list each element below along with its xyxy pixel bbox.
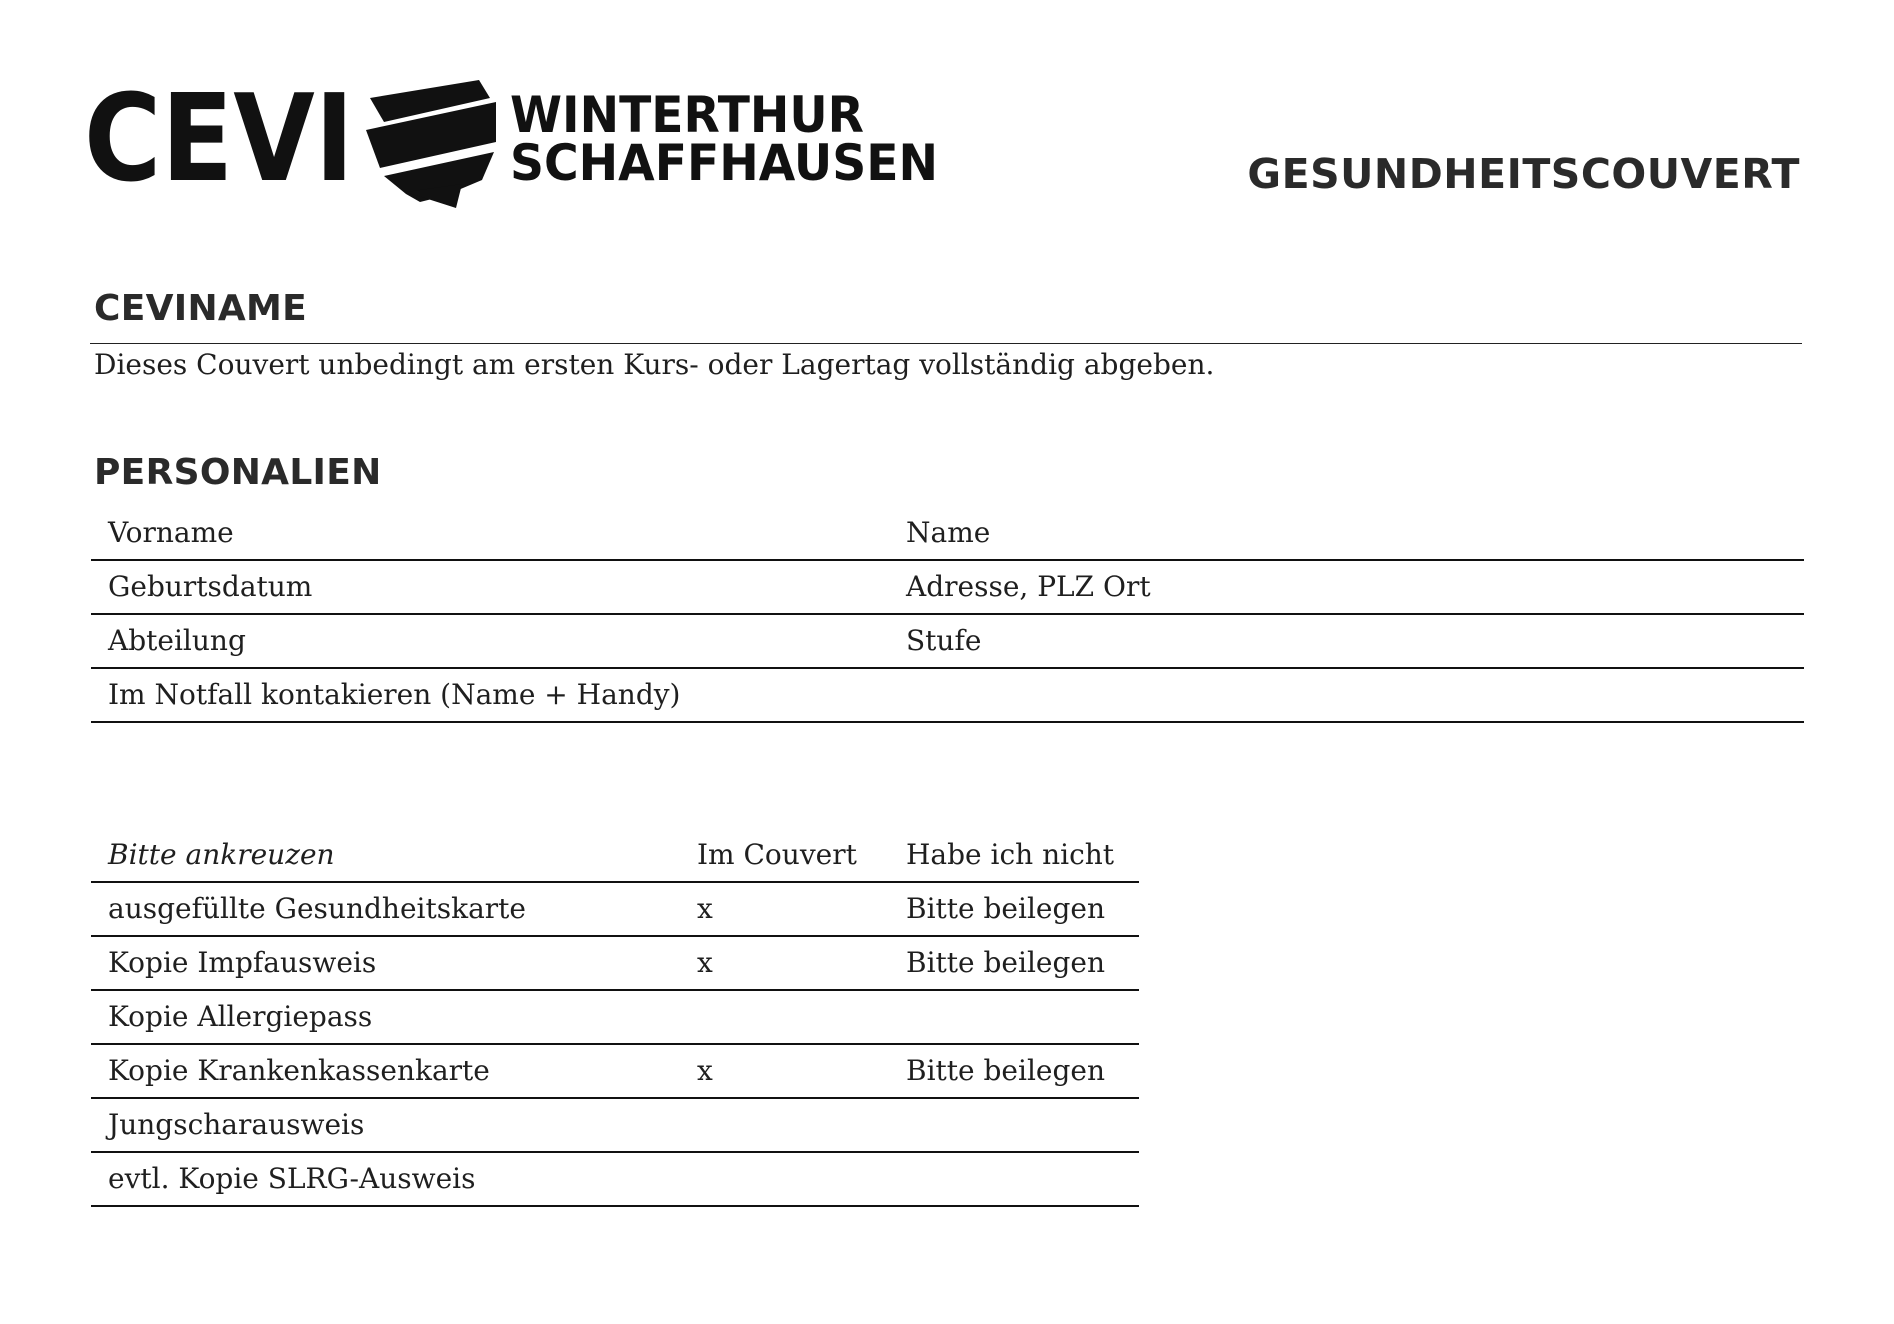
personalien-row	[91, 615, 1804, 669]
checklist-in-couvert-mark[interactable]: x	[697, 946, 713, 979]
personalien-heading: PERSONALIEN	[94, 452, 382, 493]
checklist-row	[91, 1045, 1139, 1099]
field-label: Stufe	[906, 624, 982, 657]
logo-line1-text: WINTERTHUR	[510, 86, 864, 144]
checklist-item-label: ausgefüllte Gesundheitskarte	[108, 892, 526, 925]
document-title: GESUNDHEITSCOUVERT	[1247, 150, 1800, 198]
ceviname-write-line	[90, 343, 1802, 344]
cevi-logo	[84, 68, 944, 208]
personalien-row	[91, 561, 1804, 615]
checklist-item-label: Kopie Impfausweis	[108, 946, 377, 979]
checklist-item-label: Jungscharausweis	[108, 1108, 365, 1141]
personalien-row	[91, 507, 1804, 561]
checklist-item-label: Kopie Allergiepass	[108, 1000, 373, 1033]
checklist-in-couvert-mark[interactable]: x	[697, 892, 713, 925]
checklist-item-label: evtl. Kopie SLRG-Ausweis	[108, 1162, 476, 1195]
checklist-row	[91, 991, 1139, 1045]
cevi-emblem-icon	[366, 80, 496, 208]
checklist-header-item: Bitte ankreuzen	[108, 838, 335, 871]
checklist-header-in-couvert: Im Couvert	[697, 838, 857, 871]
logo-cevi-text: CEVI	[84, 70, 354, 208]
checklist-row	[91, 1153, 1139, 1207]
field-label: Geburtsdatum	[108, 570, 313, 603]
checklist-table	[91, 829, 1139, 1207]
checklist-header-row	[91, 829, 1139, 883]
personalien-table	[91, 507, 1804, 723]
checklist-item-label: Kopie Krankenkassenkarte	[108, 1054, 490, 1087]
checklist-header-not-have: Habe ich nicht	[906, 838, 1115, 871]
checklist-not-have-note: Bitte beilegen	[906, 1054, 1106, 1087]
checklist-not-have-note: Bitte beilegen	[906, 946, 1106, 979]
personalien-row	[91, 669, 1804, 723]
field-label: Im Notfall kontakieren (Name + Handy)	[108, 678, 681, 711]
checklist-row	[91, 1099, 1139, 1153]
field-label: Abteilung	[108, 624, 246, 657]
checklist-row	[91, 883, 1139, 937]
checklist-row	[91, 937, 1139, 991]
field-label: Adresse, PLZ Ort	[906, 570, 1151, 603]
logo-line2-text: SCHAFFHAUSEN	[510, 134, 938, 192]
field-label: Name	[906, 516, 991, 549]
field-label: Vorname	[108, 516, 234, 549]
checklist-in-couvert-mark[interactable]: x	[697, 1054, 713, 1087]
ceviname-note: Dieses Couvert unbedingt am ersten Kurs- oder Lagertag vollständig abgeben.	[94, 348, 1215, 381]
checklist-not-have-note: Bitte beilegen	[906, 892, 1106, 925]
ceviname-heading: CEVINAME	[94, 288, 308, 329]
